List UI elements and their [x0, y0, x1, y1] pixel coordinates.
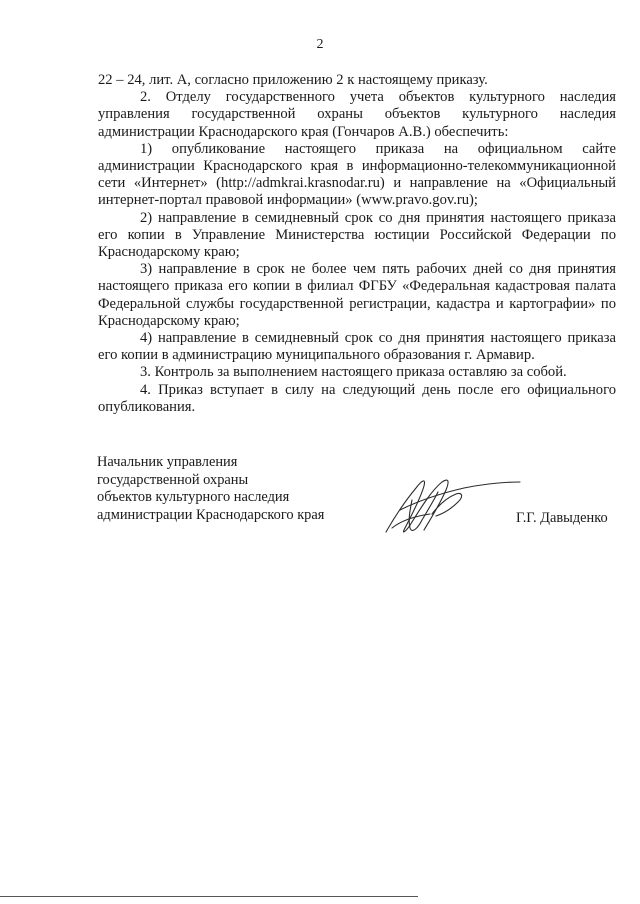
handwritten-signature [372, 470, 532, 540]
document-body [98, 72, 616, 416]
footer-divider [0, 896, 418, 897]
paragraph-continuation: 22 – 24, лит. А, согласно приложению 2 к настоящему приказу. [98, 72, 488, 88]
paragraph-item-2: 2. Отделу государственного учета объектов культурного наследия управления государственной охраны объектов культурного наследия администрации Краснодарского края (Гончаров А.В.) обеспечить: [98, 89, 616, 140]
paragraph-item-4: 4. Приказ вступает в силу на следующий день после его официального опубликования. [98, 381, 616, 415]
paragraph-subitem-4: 4) направление в семидневный срок со дня принятия настоящего приказа его копии в администрацию муниципального образования г. Армавир. [98, 330, 616, 364]
paragraph-subitem-1: 1) опубликование настоящего приказа на официальном сайте администрации Краснодарского края в информационно-телекоммуникационной сети «Интернет» (http://admkrai.krasnodar.ru) и направление на «Официальный интернет-портал правовой информации» (www.pravo.gov.ru); [98, 140, 616, 209]
signer-name: Г.Г. Давыденко [516, 510, 608, 526]
signer-position-line: объектов культурного наследия [97, 489, 290, 506]
paragraph-item-3: 3. Контроль за выполнением настоящего приказа оставляю за собой. [140, 364, 567, 381]
paragraph-subitem-3: 3) направление в срок не более чем пять рабочих дней со дня принятия настоящего приказа его копии в филиал ФГБУ «Федеральная кадастровая палата Федеральной службы государственной регистрации, кадастра и картографии» по Краснодарскому краю; [98, 261, 616, 329]
signer-position-line: администрации Краснодарского края [97, 506, 325, 523]
signer-position [97, 454, 397, 524]
paragraph-subitem-2: 2) направление в семидневный срок со дня принятия настоящего приказа его копии в Управление Министерства юстиции Российской Федерации по Краснодарскому краю; [98, 209, 616, 261]
page-number: 2 [316, 37, 324, 52]
signer-position-line: Начальник управления [97, 454, 238, 470]
signer-position-line: государственной охраны [97, 471, 249, 488]
